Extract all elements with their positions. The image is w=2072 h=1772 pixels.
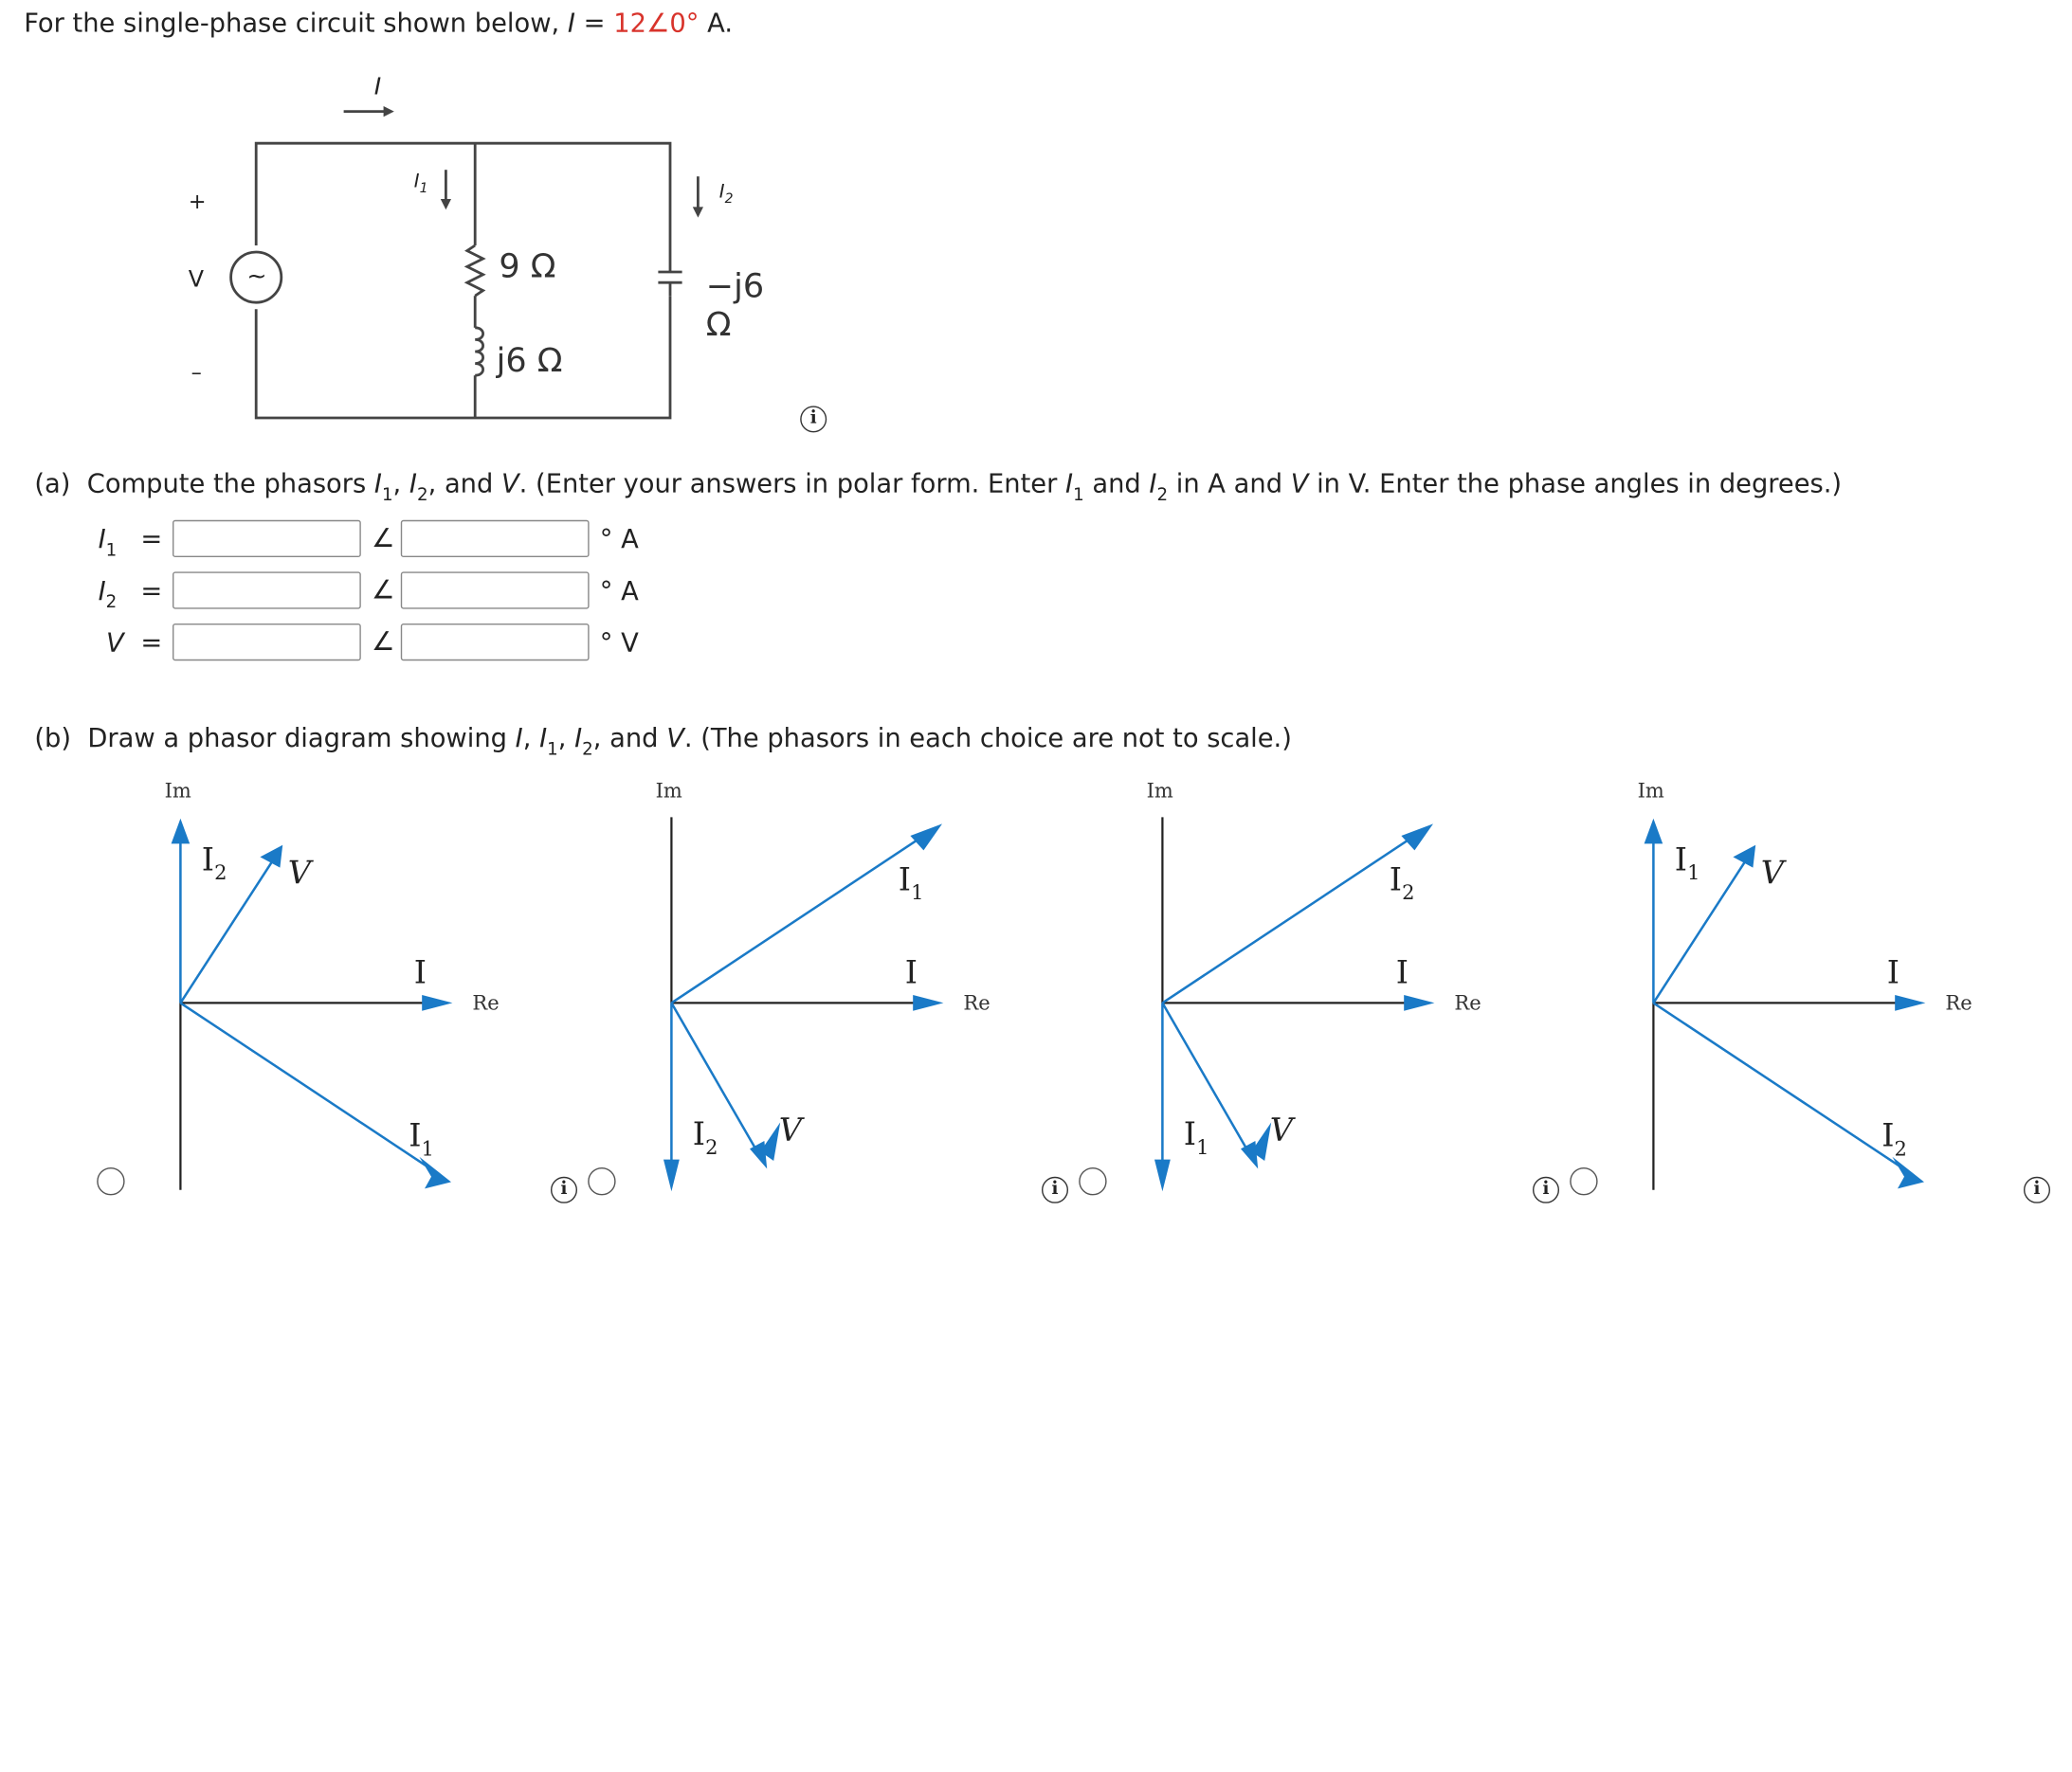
equals-sign: =	[140, 524, 163, 555]
circuit-schematic	[173, 73, 796, 444]
phasor-label-I1: $I_1$	[898, 860, 924, 905]
answer-label-I1: $I_1$	[98, 524, 118, 562]
source-label: V	[188, 266, 205, 294]
phasor-label-V: V	[1269, 1112, 1294, 1149]
phasor-label-I: I	[1395, 953, 1409, 991]
axis-re-label: Re	[1945, 990, 1972, 1015]
angle-symbol: ∠	[372, 625, 395, 657]
info-icon[interactable]: i	[800, 406, 827, 432]
phasor-label-I: I	[413, 953, 427, 991]
phasor-label-V: V	[778, 1112, 803, 1149]
phasor-choice-3	[982, 776, 1486, 1214]
part-a-prompt: (a) Compute the phasors $I_1$, $I_2$, and V. (Enter your answers in polar form. Enter $I_1$ and $I_2$ in A and V in V. Enter the phase angles in degrees.)	[34, 468, 1843, 506]
phasor-choice-4	[1473, 776, 1977, 1214]
axis-re-label: Re	[1454, 990, 1481, 1015]
choice-2-radio[interactable]	[588, 1167, 615, 1195]
plus-sign: +	[188, 188, 207, 214]
capacitor-label: −j6 Ω	[705, 266, 765, 344]
unit-label: ° A	[599, 524, 639, 555]
part-b-prompt: (b) Draw a phasor diagram showing I, $I_1$, $I_2$, and V. (The phasors in each choice are not to scale.)	[34, 723, 1292, 761]
phasor-diagram-2	[491, 776, 995, 1214]
info-icon[interactable]: i	[2024, 1177, 2050, 1203]
unit-label: ° V	[599, 627, 639, 659]
axis-im-label: Im	[164, 778, 191, 803]
phasor-label-I: I	[1886, 953, 1900, 991]
current-label-I: I	[373, 73, 382, 101]
problem-text: For the single-phase circuit shown below,	[24, 8, 568, 39]
part-b-letter: (b)	[34, 723, 72, 754]
phasor-label-I2: $I_2$	[1881, 1116, 1907, 1161]
equals-sign: =	[140, 627, 163, 659]
angle-symbol: ∠	[372, 574, 395, 606]
V-magnitude-input[interactable]	[173, 624, 361, 660]
answer-label-I2: $I_2$	[98, 575, 118, 613]
phasor-choice-1	[0, 776, 504, 1214]
answer-label-V: V	[106, 627, 124, 659]
problem-value: 12∠0°	[613, 8, 700, 39]
phasor-label-I1: $I_1$	[1183, 1115, 1209, 1160]
phasor-label-I1: $I_1$	[409, 1116, 434, 1161]
phasor-label-I1: $I_1$	[1674, 841, 1700, 885]
problem-unit: A.	[699, 8, 734, 39]
axis-re-label: Re	[963, 990, 991, 1015]
axis-im-label: Im	[1637, 778, 1664, 803]
minus-sign: –	[191, 359, 202, 385]
current-label-I2: $I_2$	[718, 181, 734, 208]
I1-phase-input[interactable]	[401, 520, 590, 557]
angle-symbol: ∠	[372, 522, 395, 553]
phasor-label-I2: $I_2$	[692, 1115, 718, 1160]
phasor-label-I2: $I_2$	[1389, 860, 1415, 905]
info-icon[interactable]: i	[1533, 1177, 1559, 1203]
unit-label: ° A	[599, 575, 639, 606]
part-a-letter: (a)	[34, 468, 71, 499]
problem-eq: =	[574, 8, 614, 39]
circuit-diagram	[173, 73, 796, 444]
phasor-choice-2	[491, 776, 995, 1214]
info-icon[interactable]: i	[1042, 1177, 1068, 1203]
inductor-label: j6 Ω	[496, 340, 563, 380]
phasor-label-I2: $I_2$	[201, 841, 227, 885]
axis-im-label: Im	[1146, 778, 1173, 803]
choice-3-radio[interactable]	[1079, 1167, 1106, 1195]
current-label-I1: $I_1$	[413, 171, 428, 197]
phasor-label-V: V	[1760, 854, 1785, 892]
I2-phase-input[interactable]	[401, 571, 590, 608]
info-icon[interactable]: i	[551, 1177, 577, 1203]
V-phase-input[interactable]	[401, 624, 590, 660]
choice-1-radio[interactable]	[97, 1167, 124, 1195]
problem-statement	[24, 8, 733, 38]
problem-var: I	[567, 8, 575, 39]
resistor-label: 9 Ω	[499, 246, 556, 285]
choice-4-radio[interactable]	[1570, 1167, 1597, 1195]
phasor-diagram-3	[982, 776, 1486, 1214]
phasor-label-I: I	[904, 953, 918, 991]
I2-magnitude-input[interactable]	[173, 571, 361, 608]
axis-im-label: Im	[655, 778, 682, 803]
equals-sign: =	[140, 575, 163, 606]
ac-source-icon: ~	[246, 262, 267, 291]
phasor-label-V: V	[287, 854, 312, 892]
axis-re-label: Re	[472, 990, 500, 1015]
I1-magnitude-input[interactable]	[173, 520, 361, 557]
